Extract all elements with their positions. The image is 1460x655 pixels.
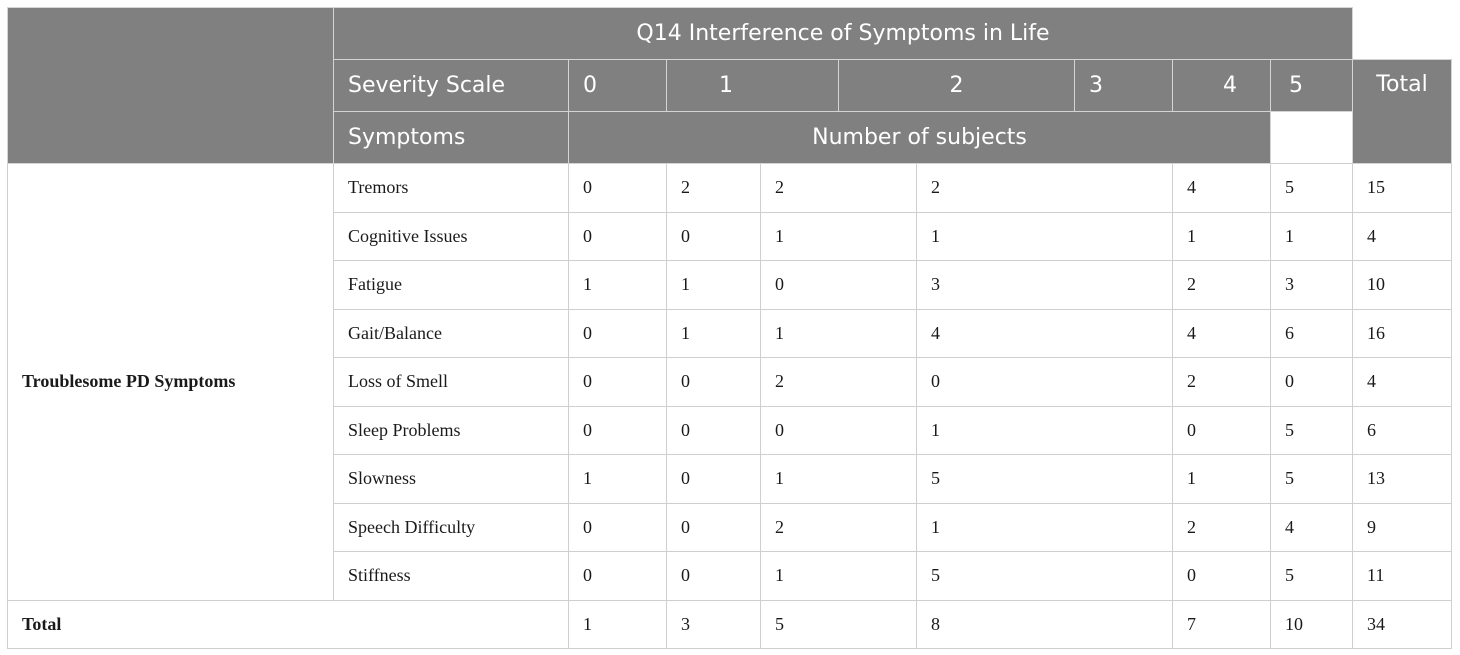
count-cell: 0 [667, 406, 761, 455]
total-count-cell: 10 [1271, 600, 1353, 649]
row-total-cell: 6 [1353, 406, 1452, 455]
count-cell: 2 [761, 503, 917, 552]
count-cell: 1 [667, 309, 761, 358]
count-cell: 4 [1173, 164, 1271, 213]
count-cell: 0 [569, 552, 667, 601]
count-cell: 0 [569, 212, 667, 261]
count-cell: 0 [667, 212, 761, 261]
count-cell: 1 [917, 503, 1173, 552]
symptom-name: Loss of Smell [334, 358, 569, 407]
symptom-name: Stiffness [334, 552, 569, 601]
count-cell: 2 [667, 164, 761, 213]
severity-level-5: 5 [1271, 60, 1353, 112]
count-cell: 4 [1173, 309, 1271, 358]
row-total-cell: 4 [1353, 358, 1452, 407]
grand-total-cell: 34 [1353, 600, 1452, 649]
count-cell: 1 [1271, 212, 1353, 261]
symptom-name: Sleep Problems [334, 406, 569, 455]
count-cell: 1 [761, 309, 917, 358]
count-cell: 0 [667, 552, 761, 601]
count-cell: 1 [761, 455, 917, 504]
count-cell: 2 [917, 164, 1173, 213]
count-cell: 0 [569, 309, 667, 358]
count-cell: 1 [1173, 455, 1271, 504]
count-cell: 1 [569, 261, 667, 310]
count-cell: 1 [1173, 212, 1271, 261]
table-container [7, 7, 1452, 649]
count-cell: 1 [761, 552, 917, 601]
group-label: Troublesome PD Symptoms [8, 164, 334, 601]
severity-level-1: 1 [667, 60, 839, 112]
count-cell: 0 [1173, 406, 1271, 455]
count-cell: 0 [667, 455, 761, 504]
number-of-subjects-label: Number of subjects [569, 112, 1271, 164]
count-cell: 5 [917, 455, 1173, 504]
total-count-cell: 3 [667, 600, 761, 649]
header-corner-cell [8, 8, 334, 164]
total-count-cell: 7 [1173, 600, 1271, 649]
count-cell: 0 [761, 261, 917, 310]
count-cell: 5 [1271, 406, 1353, 455]
symptom-name: Slowness [334, 455, 569, 504]
row-total-cell: 13 [1353, 455, 1452, 504]
count-cell: 0 [1271, 358, 1353, 407]
count-cell: 6 [1271, 309, 1353, 358]
row-total-cell: 9 [1353, 503, 1452, 552]
count-cell: 0 [569, 406, 667, 455]
symptom-name: Speech Difficulty [334, 503, 569, 552]
symptom-name: Cognitive Issues [334, 212, 569, 261]
total-column-header: Total [1353, 60, 1452, 164]
severity-level-3: 3 [1075, 60, 1173, 112]
row-total-cell: 4 [1353, 212, 1452, 261]
count-cell: 3 [917, 261, 1173, 310]
count-cell: 1 [667, 261, 761, 310]
count-cell: 5 [917, 552, 1173, 601]
severity-level-4: 4 [1173, 60, 1271, 112]
count-cell: 1 [917, 212, 1173, 261]
severity-scale-label: Severity Scale [334, 60, 569, 112]
count-cell: 2 [761, 358, 917, 407]
total-count-cell: 8 [917, 600, 1173, 649]
count-cell: 0 [1173, 552, 1271, 601]
symptom-interference-table [7, 7, 1452, 649]
row-total-cell: 15 [1353, 164, 1452, 213]
count-cell: 2 [1173, 503, 1271, 552]
header-row-title [8, 8, 1452, 60]
row-total-cell: 10 [1353, 261, 1452, 310]
count-cell: 1 [917, 406, 1173, 455]
symptoms-label: Symptoms [334, 112, 569, 164]
symptom-name: Fatigue [334, 261, 569, 310]
count-cell: 5 [1271, 552, 1353, 601]
row-total-cell: 16 [1353, 309, 1452, 358]
count-cell: 4 [1271, 503, 1353, 552]
symptom-name: Tremors [334, 164, 569, 213]
count-cell: 1 [761, 212, 917, 261]
total-count-cell: 1 [569, 600, 667, 649]
severity-level-0: 0 [569, 60, 667, 112]
count-cell: 0 [569, 164, 667, 213]
count-cell: 2 [761, 164, 917, 213]
symptom-name: Gait/Balance [334, 309, 569, 358]
count-cell: 0 [569, 358, 667, 407]
row-total-cell: 11 [1353, 552, 1452, 601]
count-cell: 4 [917, 309, 1173, 358]
count-cell: 2 [1173, 358, 1271, 407]
count-cell: 0 [761, 406, 917, 455]
table-title: Q14 Interference of Symptoms in Life [334, 8, 1353, 60]
total-row [8, 600, 1452, 649]
count-cell: 1 [569, 455, 667, 504]
count-cell: 2 [1173, 261, 1271, 310]
count-cell: 0 [667, 503, 761, 552]
count-cell: 0 [569, 503, 667, 552]
severity-level-2: 2 [839, 60, 1075, 112]
count-cell: 5 [1271, 164, 1353, 213]
total-row-label: Total [8, 600, 569, 649]
count-cell: 3 [1271, 261, 1353, 310]
count-cell: 0 [917, 358, 1173, 407]
count-cell: 0 [667, 358, 761, 407]
count-cell: 5 [1271, 455, 1353, 504]
total-count-cell: 5 [761, 600, 917, 649]
table-row [8, 164, 1452, 213]
